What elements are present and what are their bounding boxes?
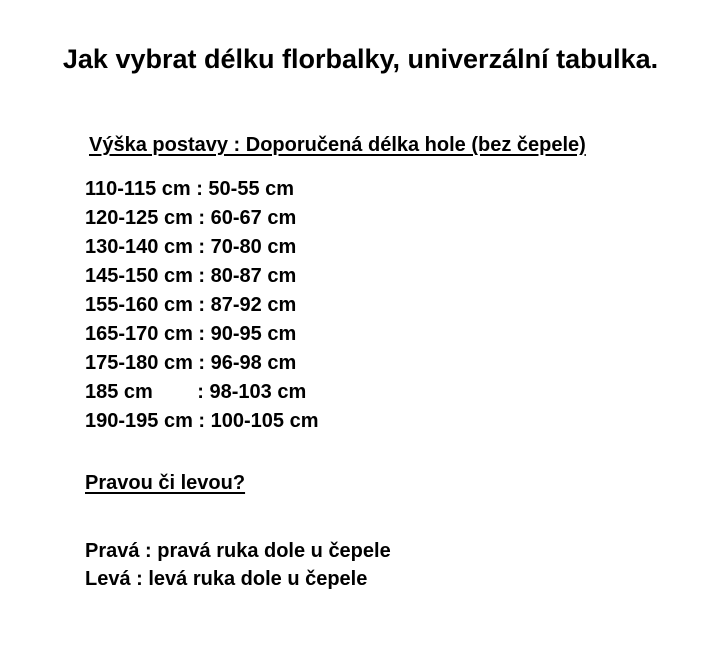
table-row: 155-160 cm : 87-92 cm: [85, 294, 297, 316]
table-row: 165-170 cm : 90-95 cm: [85, 323, 297, 345]
page-title: Jak vybrat délku florbalky, univerzální tabulka.: [62, 44, 659, 74]
hand-list: [85, 537, 391, 593]
table-row: 145-150 cm : 80-87 cm: [85, 265, 297, 287]
table-row: 175-180 cm : 96-98 cm: [85, 352, 297, 374]
table-row: 120-125 cm : 60-67 cm: [85, 207, 297, 229]
hand-heading: Pravou či levou?: [85, 472, 246, 494]
table-heading: Výška postavy : Doporučená délka hole (bez čepele): [89, 134, 586, 156]
table-row: 130-140 cm : 70-80 cm: [85, 236, 297, 258]
table-row: 110-115 cm : 50-55 cm: [85, 178, 295, 200]
table-row: 190-195 cm : 100-105 cm: [85, 410, 319, 432]
table-row: 185 cm : 98-103 cm: [85, 381, 307, 403]
size-table: [85, 175, 319, 436]
hand-line-left: Levá : levá ruka dole u čepele: [85, 568, 368, 590]
hand-line-right: Pravá : pravá ruka dole u čepele: [85, 540, 391, 562]
